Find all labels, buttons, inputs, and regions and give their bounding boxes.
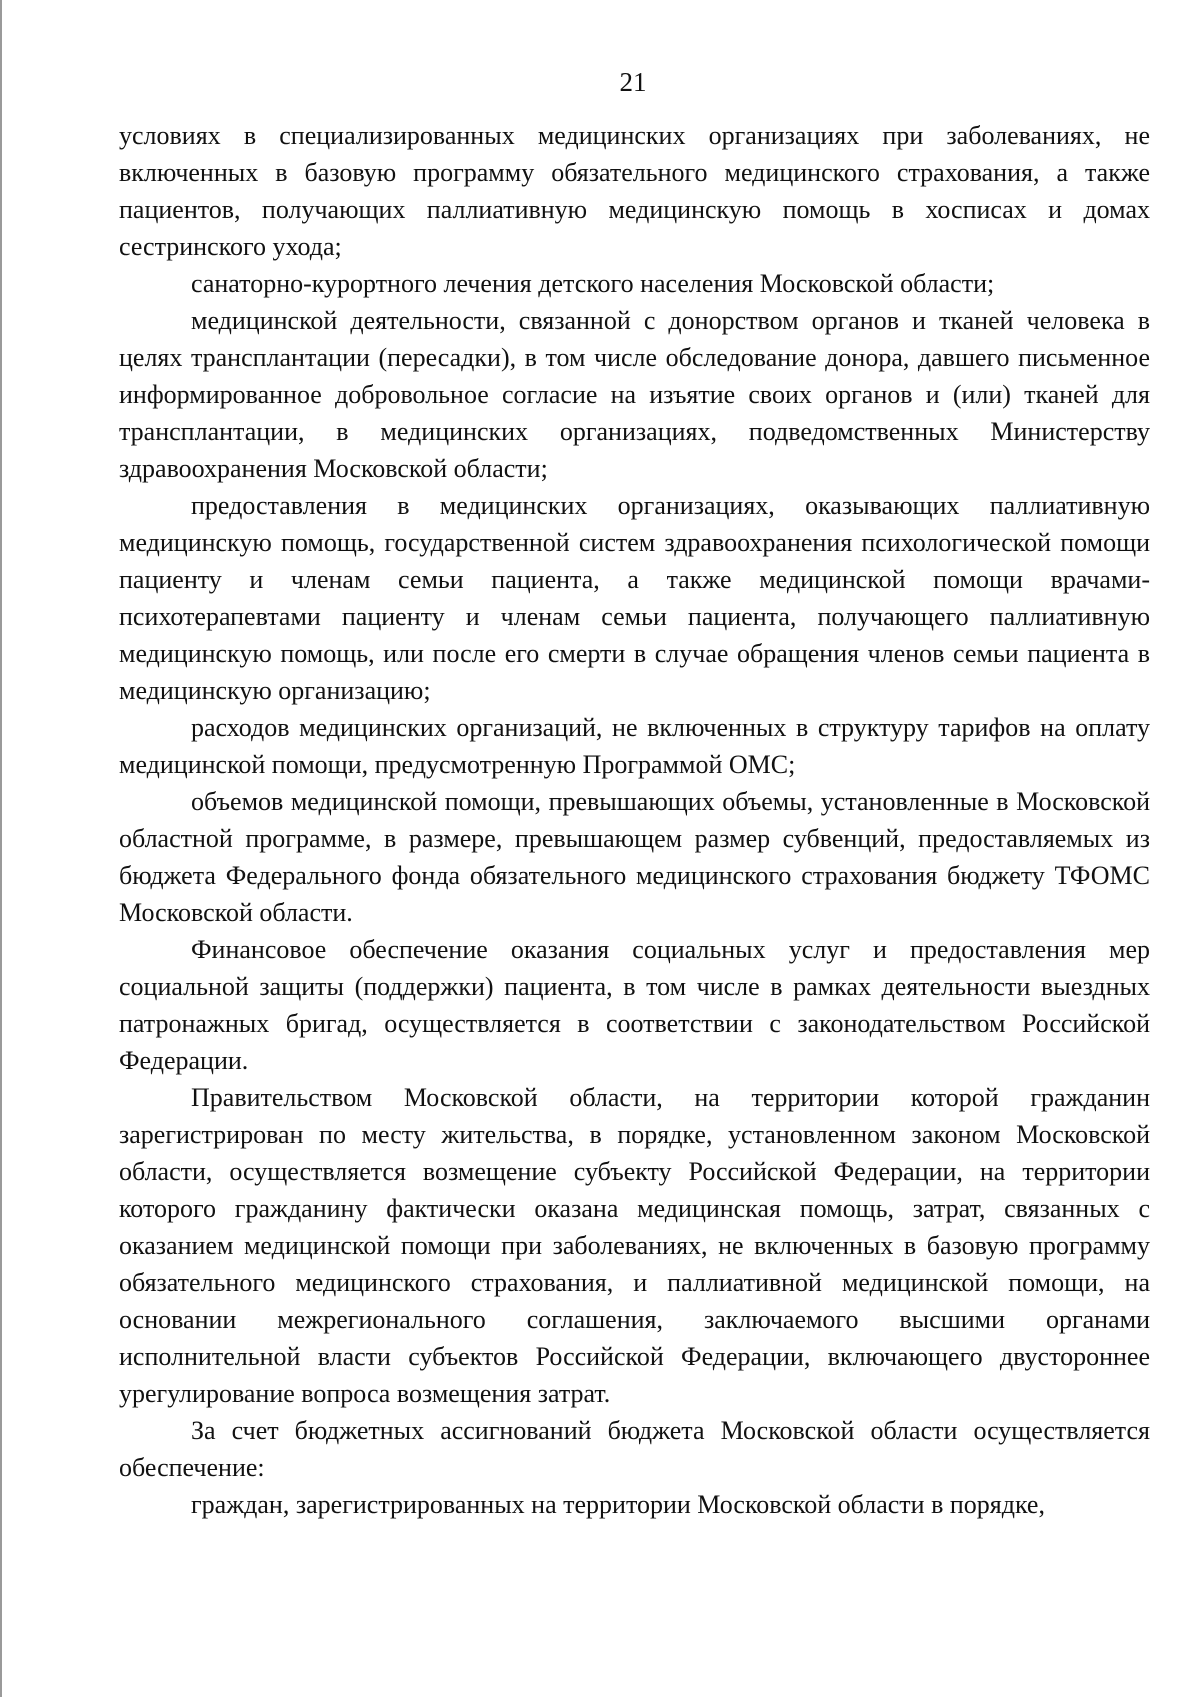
document-body [119,117,1150,1523]
paragraph: медицинской деятельности, связанной с донорством органов и тканей человека в целях трансплантации (пересадки), в том числе обследование донора, давшего письменное информированное добровольное согласие на изъятие своих органов и (или) тканей для трансплантации, в медицинских организациях, подведомственных Министерству здравоохранения Московской области; [119,306,1150,483]
paragraph: Правительством Московской области, на территории которой гражданин зарегистрирован по месту жительства, в порядке, установленном законом Московской области, осуществляется возмещение субъекту Российской Федерации, на территории которого гражданину фактически оказана медицинская помощь, затрат, связанных с оказанием медицинской помощи при заболеваниях, не включенных в базовую программу обязательного медицинского страхования, и паллиативной медицинской помощи, на основании межрегионального соглашения, заключаемого высшими органами исполнительной власти субъектов Российской Федерации, включающего двустороннее урегулирование вопроса возмещения затрат. [119,1083,1150,1408]
page-number: 21 [619,67,647,97]
paragraph: расходов медицинских организаций, не включенных в структуру тарифов на оплату медицинской помощи, предусмотренную Программой ОМС; [119,713,1150,779]
paragraph: граждан, зарегистрированных на территории Московской области в порядке, [191,1490,1045,1519]
paragraph: санаторно-курортного лечения детского населения Московской области; [191,269,995,298]
paragraph: Финансовое обеспечение оказания социальных услуг и предоставления мер социальной защиты (поддержки) пациента, в том числе в рамках деятельности выездных патронажных бригад, осуществляется в соответствии с законодательством Российской Федерации. [119,935,1150,1075]
paragraph: условиях в специализированных медицинских организациях при заболеваниях, не включенных в базовую программу обязательного медицинского страхования, а также пациентов, получающих паллиативную медицинскую помощь в хосписах и домах сестринского ухода; [119,121,1150,261]
paragraph: объемов медицинской помощи, превышающих объемы, установленные в Московской областной программе, в размере, превышающем размер субвенций, предоставляемых из бюджета Федерального фонда обязательного медицинского страхования бюджету ТФОМС Московской области. [119,787,1150,927]
scan-edge-line [0,0,2,1697]
paragraph: За счет бюджетных ассигнований бюджета Московской области осуществляется обеспечение: [119,1416,1150,1482]
paragraph: предоставления в медицинских организациях, оказывающих паллиативную медицинскую помощь, государственной систем здравоохранения психологической помощи пациенту и членам семьи пациента, а также медицинской помощи врачами-психотерапевтами пациенту и членам семьи пациента, получающего паллиативную медицинскую помощь, или после его смерти в случае обращения членов семьи пациента в медицинскую организацию; [119,491,1150,705]
